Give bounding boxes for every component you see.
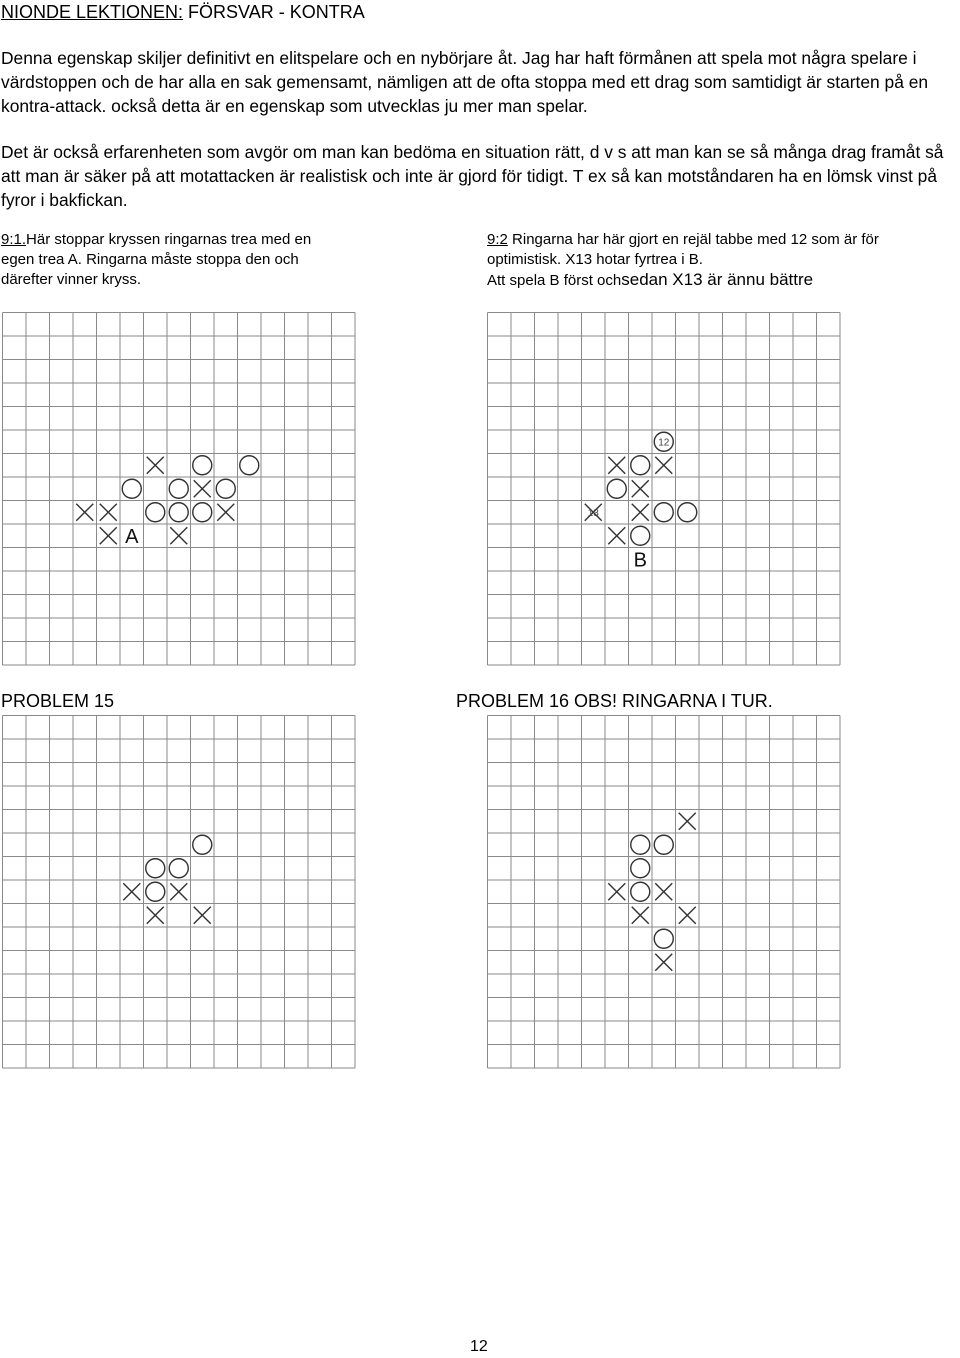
board-9-2 <box>487 312 841 666</box>
ring-mark <box>169 479 188 498</box>
square-label: B <box>633 549 647 572</box>
move-number: 13 <box>587 507 599 519</box>
cross-mark <box>76 504 93 521</box>
cross-mark <box>655 954 672 971</box>
board-9-1 <box>2 312 356 666</box>
cross-mark <box>194 480 211 497</box>
cross-mark <box>655 457 672 474</box>
cross-mark <box>679 813 696 830</box>
cross-mark <box>170 883 187 900</box>
example-2-text-2a: Att spela B först och <box>487 272 622 289</box>
cross-mark <box>608 883 625 900</box>
cross-mark <box>217 504 234 521</box>
ring-mark <box>193 835 212 854</box>
page-title <box>1 2 365 23</box>
cross-mark <box>632 504 649 521</box>
ring-mark <box>631 859 650 878</box>
example-1-caption <box>1 230 331 290</box>
cross-mark <box>147 907 164 924</box>
cross-mark <box>632 480 649 497</box>
ring-mark <box>146 503 165 522</box>
cross-mark <box>100 504 117 521</box>
ring-mark <box>654 503 673 522</box>
square-label: A <box>125 525 139 548</box>
problem-16-heading: PROBLEM 16 OBS! RINGARNA I TUR. <box>456 691 773 711</box>
cross-mark <box>608 457 625 474</box>
board-problem-15 <box>2 715 356 1069</box>
problem-15-heading: PROBLEM 15 <box>1 691 115 711</box>
ring-mark <box>631 526 650 545</box>
ring-mark <box>240 456 259 475</box>
ring-mark <box>169 503 188 522</box>
board-problem-16 <box>487 715 841 1069</box>
ring-mark <box>607 479 626 498</box>
ring-mark <box>146 882 165 901</box>
cross-mark <box>100 527 117 544</box>
cross-mark <box>123 883 140 900</box>
ring-mark <box>654 929 673 948</box>
example-1-text: Här stoppar kryssen ringarnas trea med en egen trea A. Ringarna måste stoppa den och därefter vinner kryss. <box>1 231 312 288</box>
ring-mark <box>631 882 650 901</box>
ring-mark <box>678 503 697 522</box>
cross-mark <box>194 907 211 924</box>
intro-paragraph-2: Det är också erfarenheten som avgör om man kan bedöma en situation rätt, d v s att man kan se så många drag framåt så att man är säker på att motattacken är realistisk och inte är gjord för tidigt. T ex så kan motståndaren ha en lömsk vinst på fyror i bakfickan. <box>1 142 944 210</box>
intro-paragraph-1: Denna egenskap skiljer definitivt en elitspelare och en nybörjare åt. Jag har haft förmånen att spela mot några spelare i värdstoppen och de har alla en sak gemensamt, nämligen att de ofta stoppa med ett drag som samtidigt är starten på en kontra-attack. också detta är en egenskap som utvecklas ju mer man spelar. <box>1 48 929 116</box>
ring-mark <box>169 859 188 878</box>
cross-mark <box>608 527 625 544</box>
move-number: 12 <box>658 437 670 449</box>
cross-mark <box>679 907 696 924</box>
ring-mark <box>193 456 212 475</box>
example-2-text-2b: sedan X13 är ännu bättre <box>621 270 814 289</box>
example-2-label: 9:2 <box>487 231 508 248</box>
cross-mark <box>147 457 164 474</box>
ring-mark <box>631 835 650 854</box>
cross-mark <box>632 907 649 924</box>
example-1-label: 9:1. <box>1 231 27 248</box>
ring-mark <box>216 479 235 498</box>
ring-mark <box>654 835 673 854</box>
grid-lines <box>3 313 356 666</box>
ring-mark <box>122 479 141 498</box>
page-number: 12 <box>470 1338 488 1355</box>
cross-mark <box>655 883 672 900</box>
example-2-caption <box>487 230 947 291</box>
example-2-text: Ringarna har här gjort en rejäl tabbe med 12 som är för optimistisk. X13 hotar fyrtrea i B. <box>487 231 879 268</box>
ring-mark <box>631 456 650 475</box>
title-topic: FÖRSVAR - KONTRA <box>183 2 365 22</box>
cross-mark <box>170 527 187 544</box>
ring-mark <box>146 859 165 878</box>
ring-mark <box>193 503 212 522</box>
grid-lines <box>488 313 841 666</box>
title-lesson: NIONDE LEKTIONEN: <box>1 2 184 22</box>
